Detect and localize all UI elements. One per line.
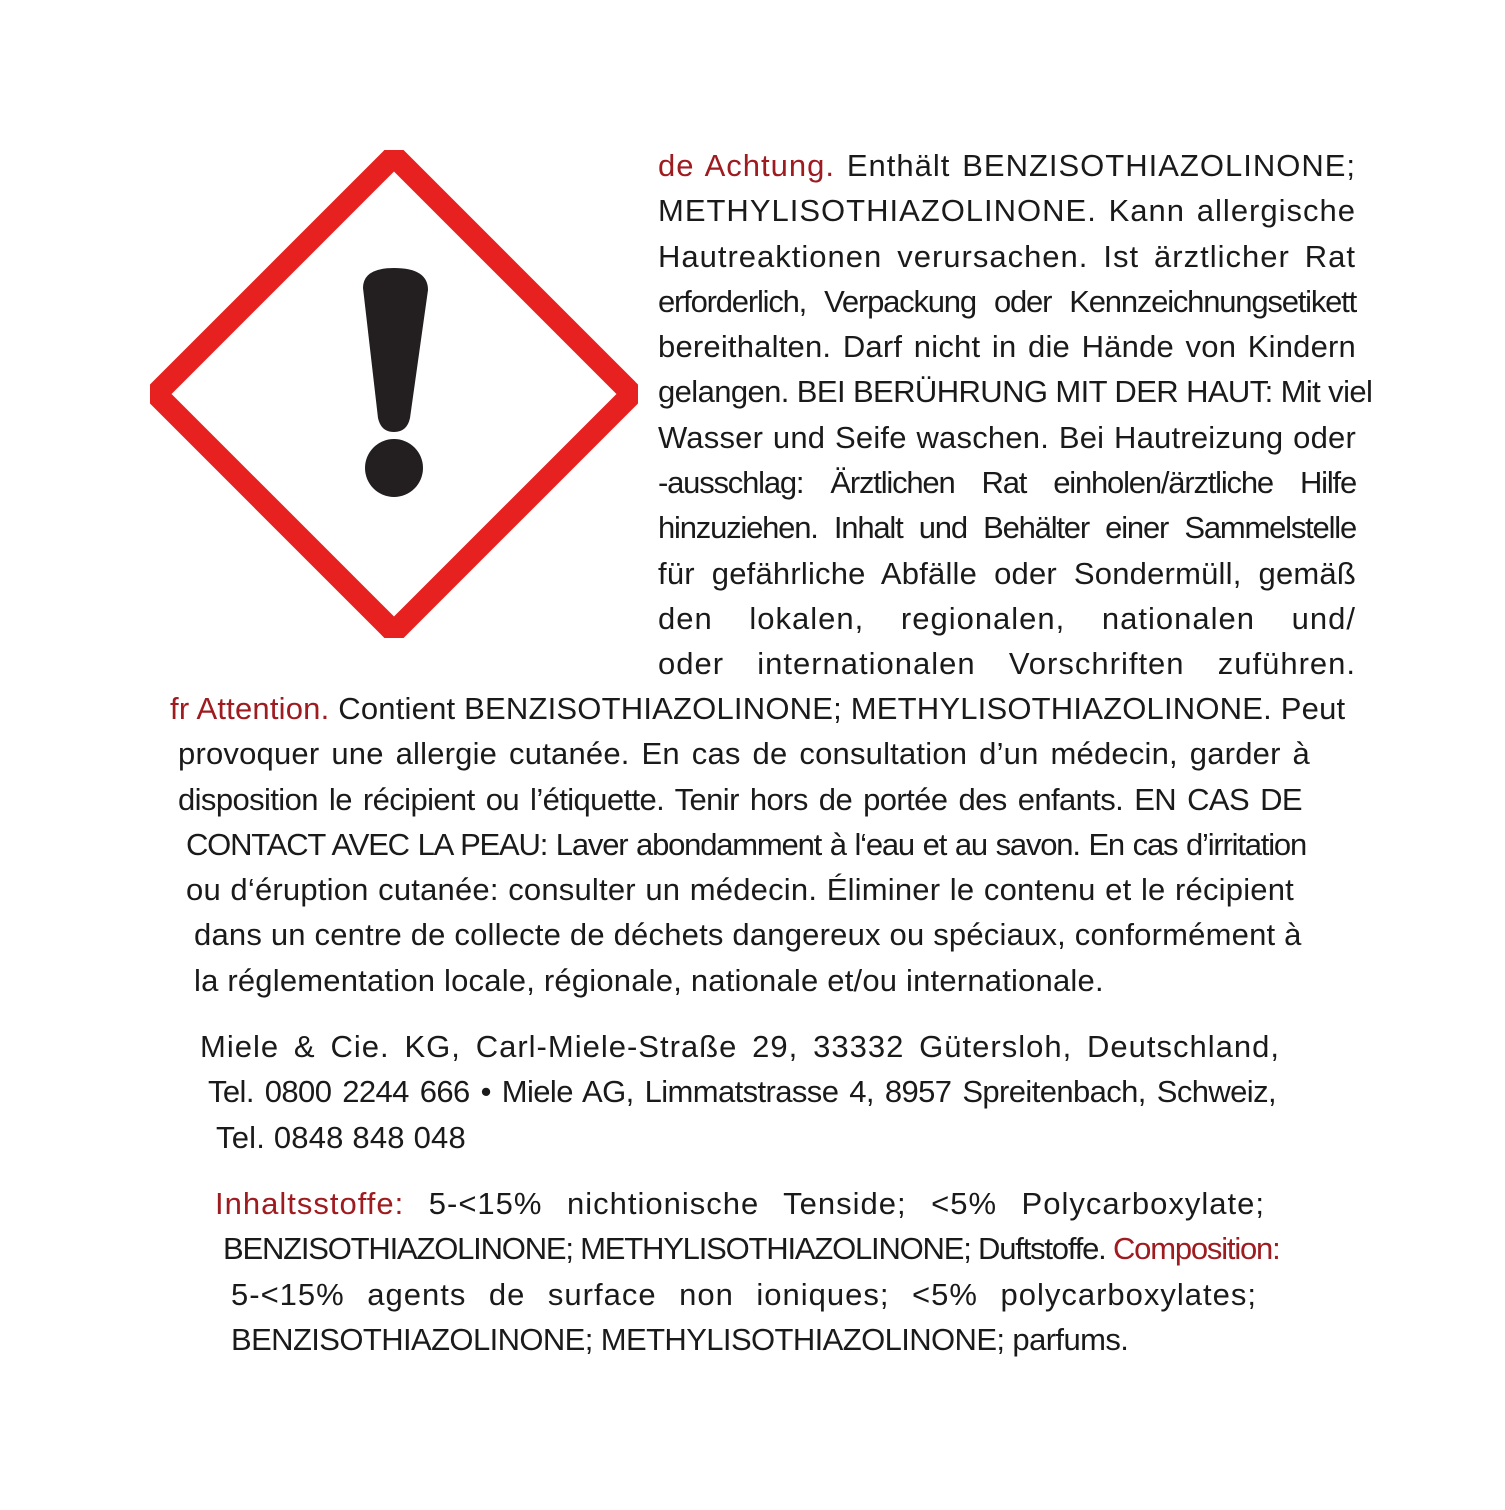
de-line-5: bereithalten. Darf nicht in die Hände von Kindern <box>658 329 1356 365</box>
ingredients-de-label: Inhaltsstoffe: <box>215 1186 405 1221</box>
de-line-1: de Achtung. Enthält BENZISOTHIAZOLINONE; <box>658 148 1356 183</box>
german-warning-text <box>658 143 1373 687</box>
de-line-2: METHYLISOTHIAZOLINONE. Kann allergische <box>658 193 1356 229</box>
fr-line-1: fr Attention. Contient BENZISOTHIAZOLINONE; METHYLISOTHIAZOLINONE. Peut <box>170 691 1346 726</box>
address-line-2: Tel. 0800 2244 666 • Miele AG, Limmatstrasse 4, 8957 Spreitenbach, Schweiz, <box>208 1074 1276 1110</box>
de-line-3: Hautreaktionen verursachen. Ist ärztlicher Rat <box>658 238 1356 274</box>
ingredients-line-2: BENZISOTHIAZOLINONE; METHYLISOTHIAZOLINONE; Duftstoffe. Composition: <box>223 1231 1280 1267</box>
ingredients-line-3: 5-<15% agents de surface non ioniques; <5% polycarboxylates; <box>231 1276 1257 1312</box>
ingredients-line-4: BENZISOTHIAZOLINONE; METHYLISOTHIAZOLINONE; parfums. <box>231 1321 1129 1357</box>
de-line-7: Wasser und Seife waschen. Bei Hautreizung oder <box>658 419 1356 455</box>
ingredients-line-1: Inhaltsstoffe: 5-<15% nichtionische Tenside; <5% Polycarboxylate; <box>215 1186 1266 1221</box>
de-line-10: für gefährliche Abfälle oder Sondermüll, gemäß <box>658 555 1356 591</box>
manufacturer-address <box>200 1024 1280 1160</box>
exclamation-dot <box>365 439 423 497</box>
de-line-8: -ausschlag: Ärztlichen Rat einholen/ärztliche Hilfe <box>658 465 1356 501</box>
ghs07-exclamation-mark-icon <box>150 150 638 638</box>
de-line-12: oder internationalen Vorschriften zuführen. <box>658 646 1356 682</box>
fr-line-5: ou d‘éruption cutanée: consulter un médecin. Éliminer le contenu et le récipient <box>186 872 1294 908</box>
french-warning-text <box>170 686 1346 1003</box>
de-line-9: hinzuziehen. Inhalt und Behälter einer Sammelstelle <box>658 510 1356 546</box>
de-line-11: den lokalen, regionalen, nationalen und/ <box>658 600 1356 636</box>
fr-line-3: disposition le récipient ou l’étiquette. Tenir hors de portée des enfants. EN CAS DE <box>178 781 1302 817</box>
ingredients-fr-label: Composition: <box>1112 1231 1280 1267</box>
address-line-3: Tel. 0848 848 048 <box>216 1119 466 1155</box>
ingredients-text <box>215 1181 1280 1362</box>
fr-line-7: la réglementation locale, régionale, nationale et/ou internationale. <box>194 962 1104 998</box>
fr-language-code: fr <box>170 691 190 726</box>
de-line-4: erforderlich, Verpackung oder Kennzeichnungsetikett <box>658 283 1356 319</box>
fr-signal-word: Attention. <box>196 691 330 726</box>
de-line-6: gelangen. BEI BERÜHRUNG MIT DER HAUT: Mit viel <box>658 374 1373 410</box>
address-line-1: Miele & Cie. KG, Carl-Miele-Straße 29, 33332 Gütersloh, Deutschland, <box>200 1029 1280 1064</box>
fr-line-2: provoquer une allergie cutanée. En cas de consultation d’un médecin, garder à <box>178 736 1310 772</box>
fr-line-4: CONTACT AVEC LA PEAU: Laver abondamment à l‘eau et au savon. En cas d’irritation <box>186 826 1306 862</box>
fr-line-6: dans un centre de collecte de déchets dangereux ou spéciaux, conformément à <box>194 917 1302 953</box>
de-signal-word: Achtung. <box>704 148 835 183</box>
de-language-code: de <box>658 148 695 183</box>
